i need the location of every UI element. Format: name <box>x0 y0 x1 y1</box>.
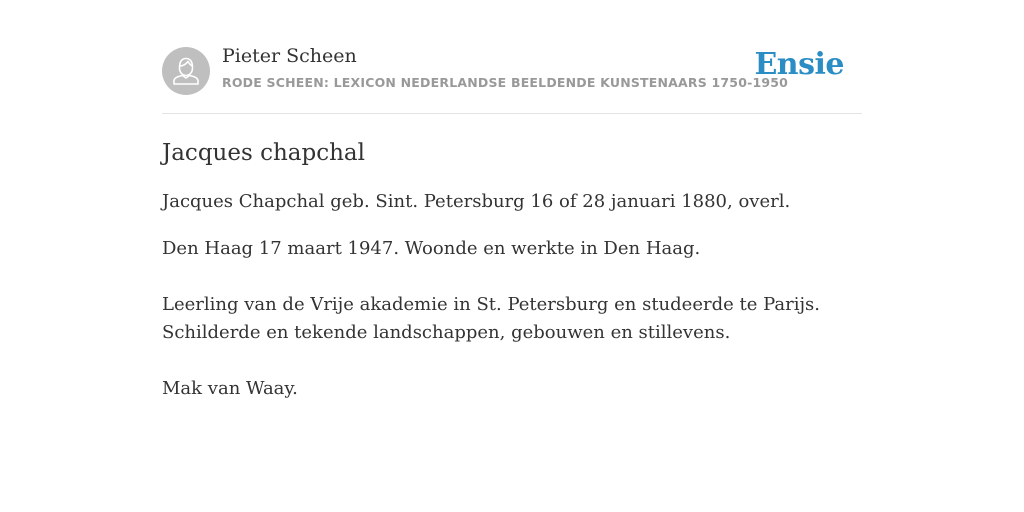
body-line: Leerling van de Vrije akademie in St. Petersburg en studeerde te Parijs. <box>162 294 821 315</box>
ensie-logo-link[interactable]: Ensie <box>754 47 844 82</box>
body-line: Den Haag 17 maart 1947. Woonde en werkte in Den Haag. <box>162 238 701 259</box>
line-break <box>162 347 862 375</box>
body-line: Jacques Chapchal geb. Sint. Petersburg 16 of 28 januari 1880, overl. <box>162 191 791 212</box>
entry-card <box>162 40 862 403</box>
user-avatar-icon[interactable] <box>162 47 210 95</box>
author-name[interactable]: Pieter Scheen <box>222 45 357 67</box>
entry-body <box>162 188 862 403</box>
source-label[interactable]: RODE SCHEEN: LEXICON NEDERLANDSE BEELDENDE KUNSTENAARS 1750-1950 <box>222 75 789 90</box>
line-break <box>162 263 862 291</box>
entry-title: Jacques chapchal <box>162 140 365 166</box>
entry-header <box>162 40 862 114</box>
body-line: Schilderde en tekende landschappen, gebouwen en stillevens. <box>162 322 731 343</box>
body-line: Mak van Waay. <box>162 378 298 399</box>
